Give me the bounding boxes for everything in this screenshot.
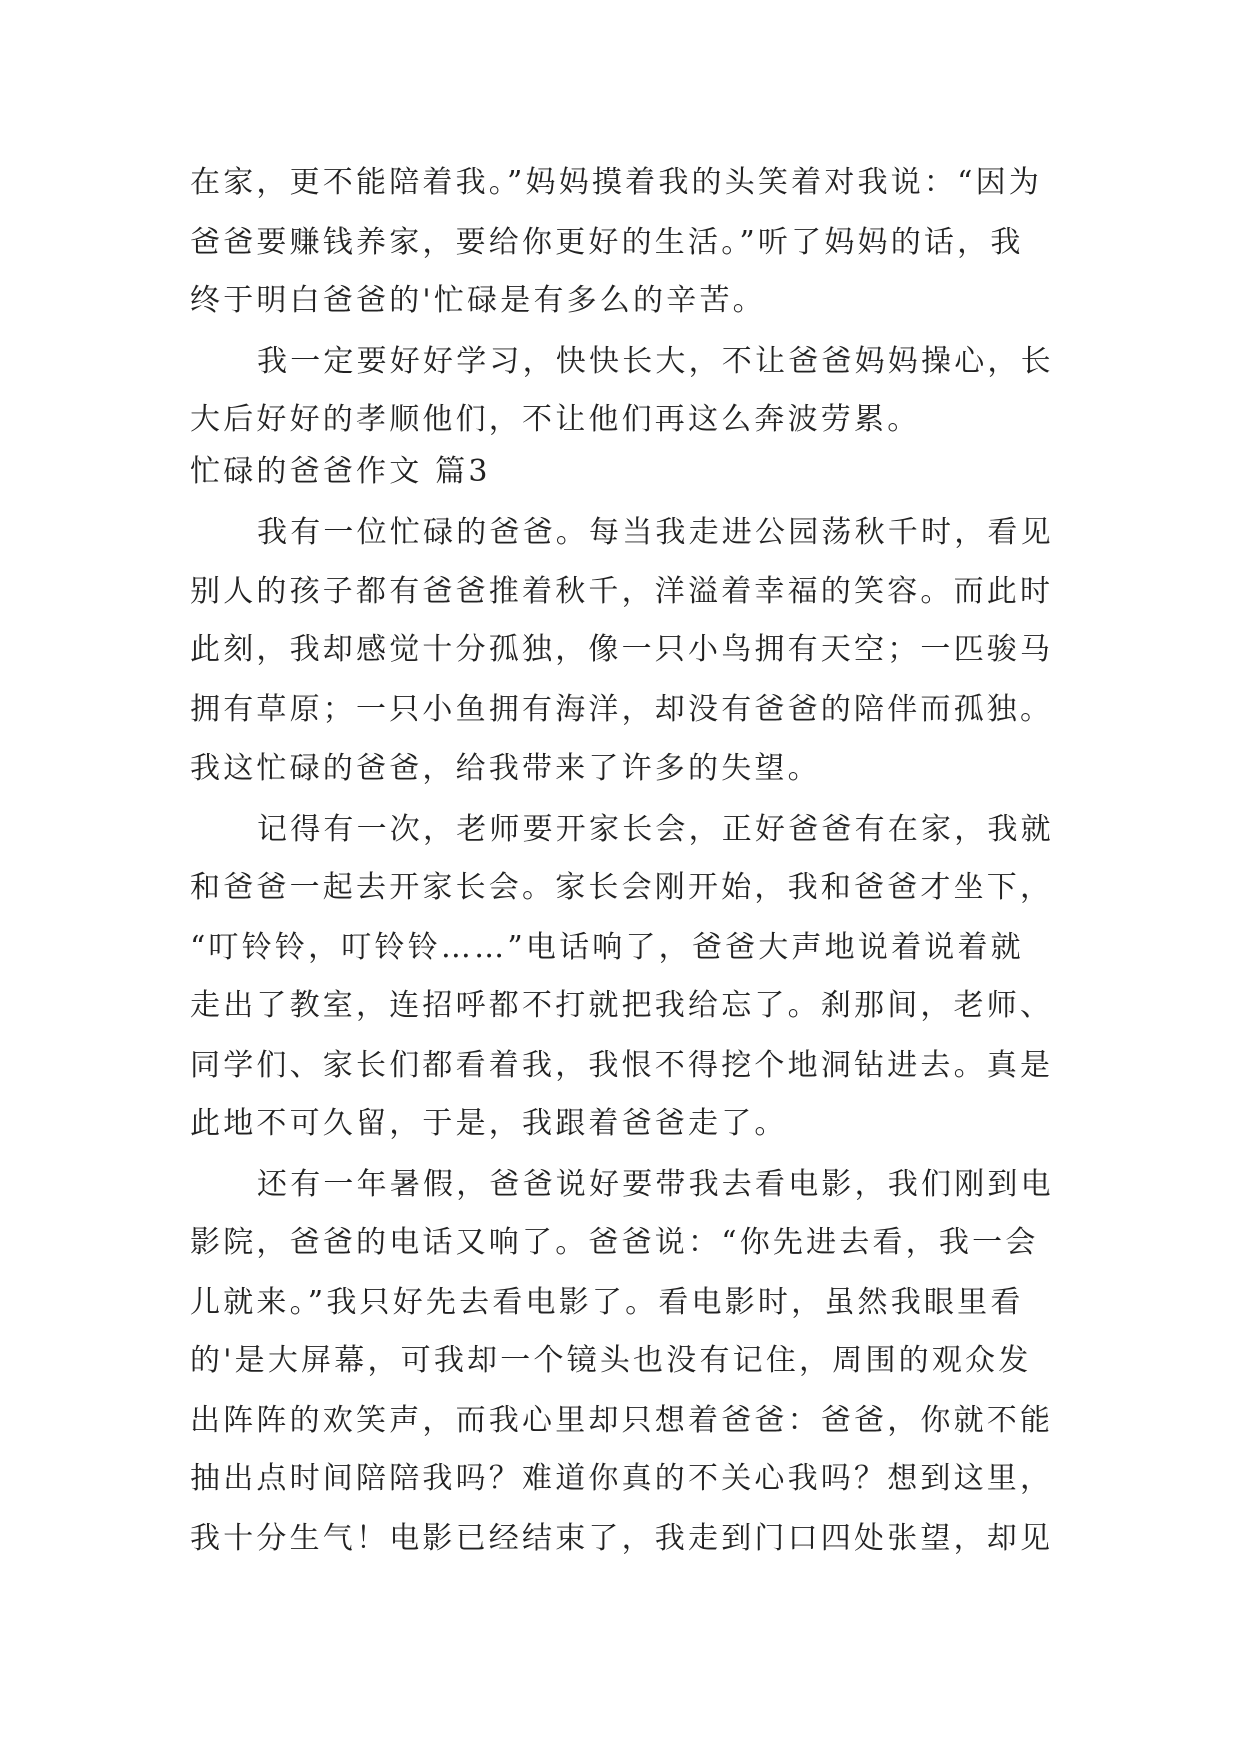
text-line: 儿就来。”我只好先去看电影了。看电影时，虽然我眼里看 bbox=[190, 1285, 1024, 1320]
text-line: 此地不可久留，于是，我跟着爸爸走了。 bbox=[190, 1106, 788, 1141]
text-line: 此刻，我却感觉十分孤独，像一只小鸟拥有天空；一匹骏马 bbox=[190, 632, 1054, 667]
text-line: 和爸爸一起去开家长会。家长会刚开始，我和爸爸才坐下， bbox=[190, 870, 1054, 905]
text-line: 同学们、家长们都看着我，我恨不得挖个地洞钻进去。真是 bbox=[190, 1048, 1054, 1083]
text-line: 我有一位忙碌的爸爸。每当我走进公园荡秋千时，看见 bbox=[257, 515, 1054, 550]
text-line: 影院，爸爸的电话又响了。爸爸说：“你先进去看，我一会 bbox=[190, 1225, 1039, 1260]
text-line: 爸爸要赚钱养家，要给你更好的生活。”听了妈妈的话，我 bbox=[190, 225, 1024, 260]
text-line: 我十分生气！电影已经结束了，我走到门口四处张望，却见 bbox=[190, 1521, 1054, 1556]
text-line: 我一定要好好学习，快快长大，不让爸爸妈妈操心，长 bbox=[257, 344, 1054, 379]
text-line: 走出了教室，连招呼都不打就把我给忘了。刹那间，老师、 bbox=[190, 988, 1054, 1023]
text-line: 记得有一次，老师要开家长会，正好爸爸有在家，我就 bbox=[257, 812, 1054, 847]
text-line: 别人的孩子都有爸爸推着秋千，洋溢着幸福的笑容。而此时 bbox=[190, 574, 1054, 609]
text-line: “叮铃铃，叮铃铃……”电话响了，爸爸大声地说着说着就 bbox=[190, 930, 1024, 965]
text-line: 还有一年暑假，爸爸说好要带我去看电影，我们刚到电 bbox=[257, 1167, 1054, 1202]
section-heading: 忙碌的爸爸作文 篇3 bbox=[190, 454, 491, 489]
text-line: 抽出点时间陪陪我吗？难道你真的不关心我吗？想到这里， bbox=[190, 1461, 1054, 1496]
text-line: 终于明白爸爸的'忙碌是有多么的辛苦。 bbox=[190, 283, 766, 318]
text-line: 我这忙碌的爸爸，给我带来了许多的失望。 bbox=[190, 751, 821, 786]
text-line: 出阵阵的欢笑声，而我心里却只想着爸爸：爸爸，你就不能 bbox=[190, 1403, 1054, 1438]
text-line: 拥有草原；一只小鱼拥有海洋，却没有爸爸的陪伴而孤独。 bbox=[190, 692, 1054, 727]
text-line: 在家，更不能陪着我。”妈妈摸着我的头笑着对我说：“因为 bbox=[190, 165, 1043, 200]
text-line: 大后好好的孝顺他们，不让他们再这么奔波劳累。 bbox=[190, 402, 921, 437]
text-line: 的'是大屏幕，可我却一个镜头也没有记住，周围的观众发 bbox=[190, 1343, 1032, 1378]
